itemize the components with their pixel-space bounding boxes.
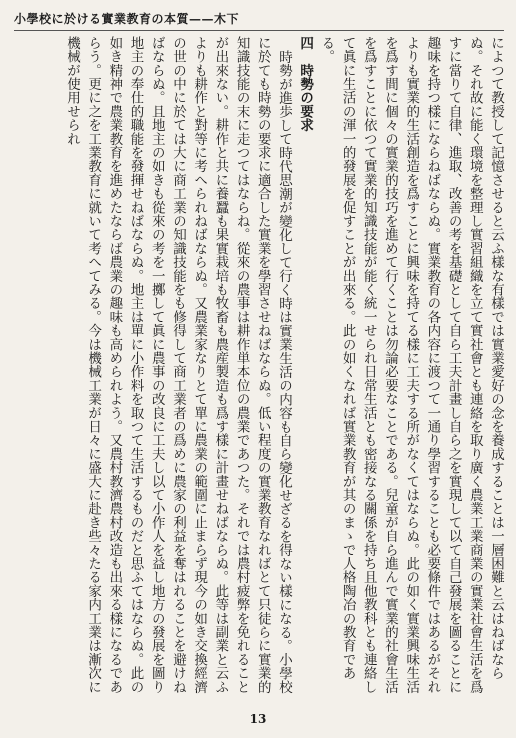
section-heading: 四 時勢の要求 (297, 36, 314, 132)
running-header (0, 0, 516, 28)
section-paragraph: 時勢が進歩して時代思潮が變化して行く時は實業生活の内容も自ら變化せざるを得ない樣になる。小學校に於ても時勢の要求に適合した實業を學習させねばならぬ。低い程度の實業教育なればとて只徒らに實業的知識技能の末に走つてはならね。從來の農事は耕作単本位の農業であつた。それでは農村疲弊を免れることが出來ない。耕作と共に養蠶も果實栽培も牧畜も農産製造も爲す樣に計畫せねばならぬ。此等は副業と云ふよりも耕作と對等に考へられねばならぬ。又農業家なりとて單に農業の範圍に止まらず現今の如き交換經濟の世の中に於ては大に商工業の知識技能をも修得して商工業者の爲めに農家の利益を奪はれることを避けねばならぬ。且地主の如きも從來の考を一擲して眞に農事の改良に工夫し以て小作人を益し地方の發展を圖り地主の奉仕的職能を發揮せねばならぬ。地主は單に小作料を取つて生活するものだと思ふてはならぬ。此の如き精神で農業教育を進めたならば農業の趣味も高められよう。又農村教濟農村改造も出來る樣になるであらう。更に之を工業教育に就いて考へてみる。今は機械工業が日々に盛大に赴き些々たる家内工業は漸次に機械が使用せられ (63, 36, 292, 694)
vertical-text-block (18, 36, 506, 706)
page-number: 13 (249, 712, 267, 726)
header-rule (14, 30, 504, 31)
running-title: 小學校に於ける實業教育の本質——木下 (14, 12, 240, 26)
body-paragraph: によつて教授して記憶させると云ふ樣な有樣では實業愛好の念を養成することは一層困難と云はねばならぬ。それ故に能く環境を整理し實習組織を立て實社會とも連絡を取り廣く農業工業商業の實業社會生活を爲すに當りて自律、進取、改善の考を基礎として自ら工夫計畫し自ら之を實現して以て自己發展を圖ることに趣味を持つ樣にならねばならぬ。實業教育の各内容に渡つて一通り學習することも必要條件ではあるがそれよりも實業的生活創造を爲すことに興味を持てる樣に工夫する所がなくてはならぬ。此の如く實業興味生活を爲す間に個々の實業的技巧を進めて行くことは勿論必要なことである。兒童が自ら進んで實業的社會生活を爲すことに依つて實業的知識技能が能く統一せられ日常生活とも密接なる關係を持ち且他教科とも連絡して眞に生活の渾一的發展を促すことが出來る。此の如くなれば實業教育が其のまゝで人格陶冶の教育である。 (318, 36, 504, 694)
